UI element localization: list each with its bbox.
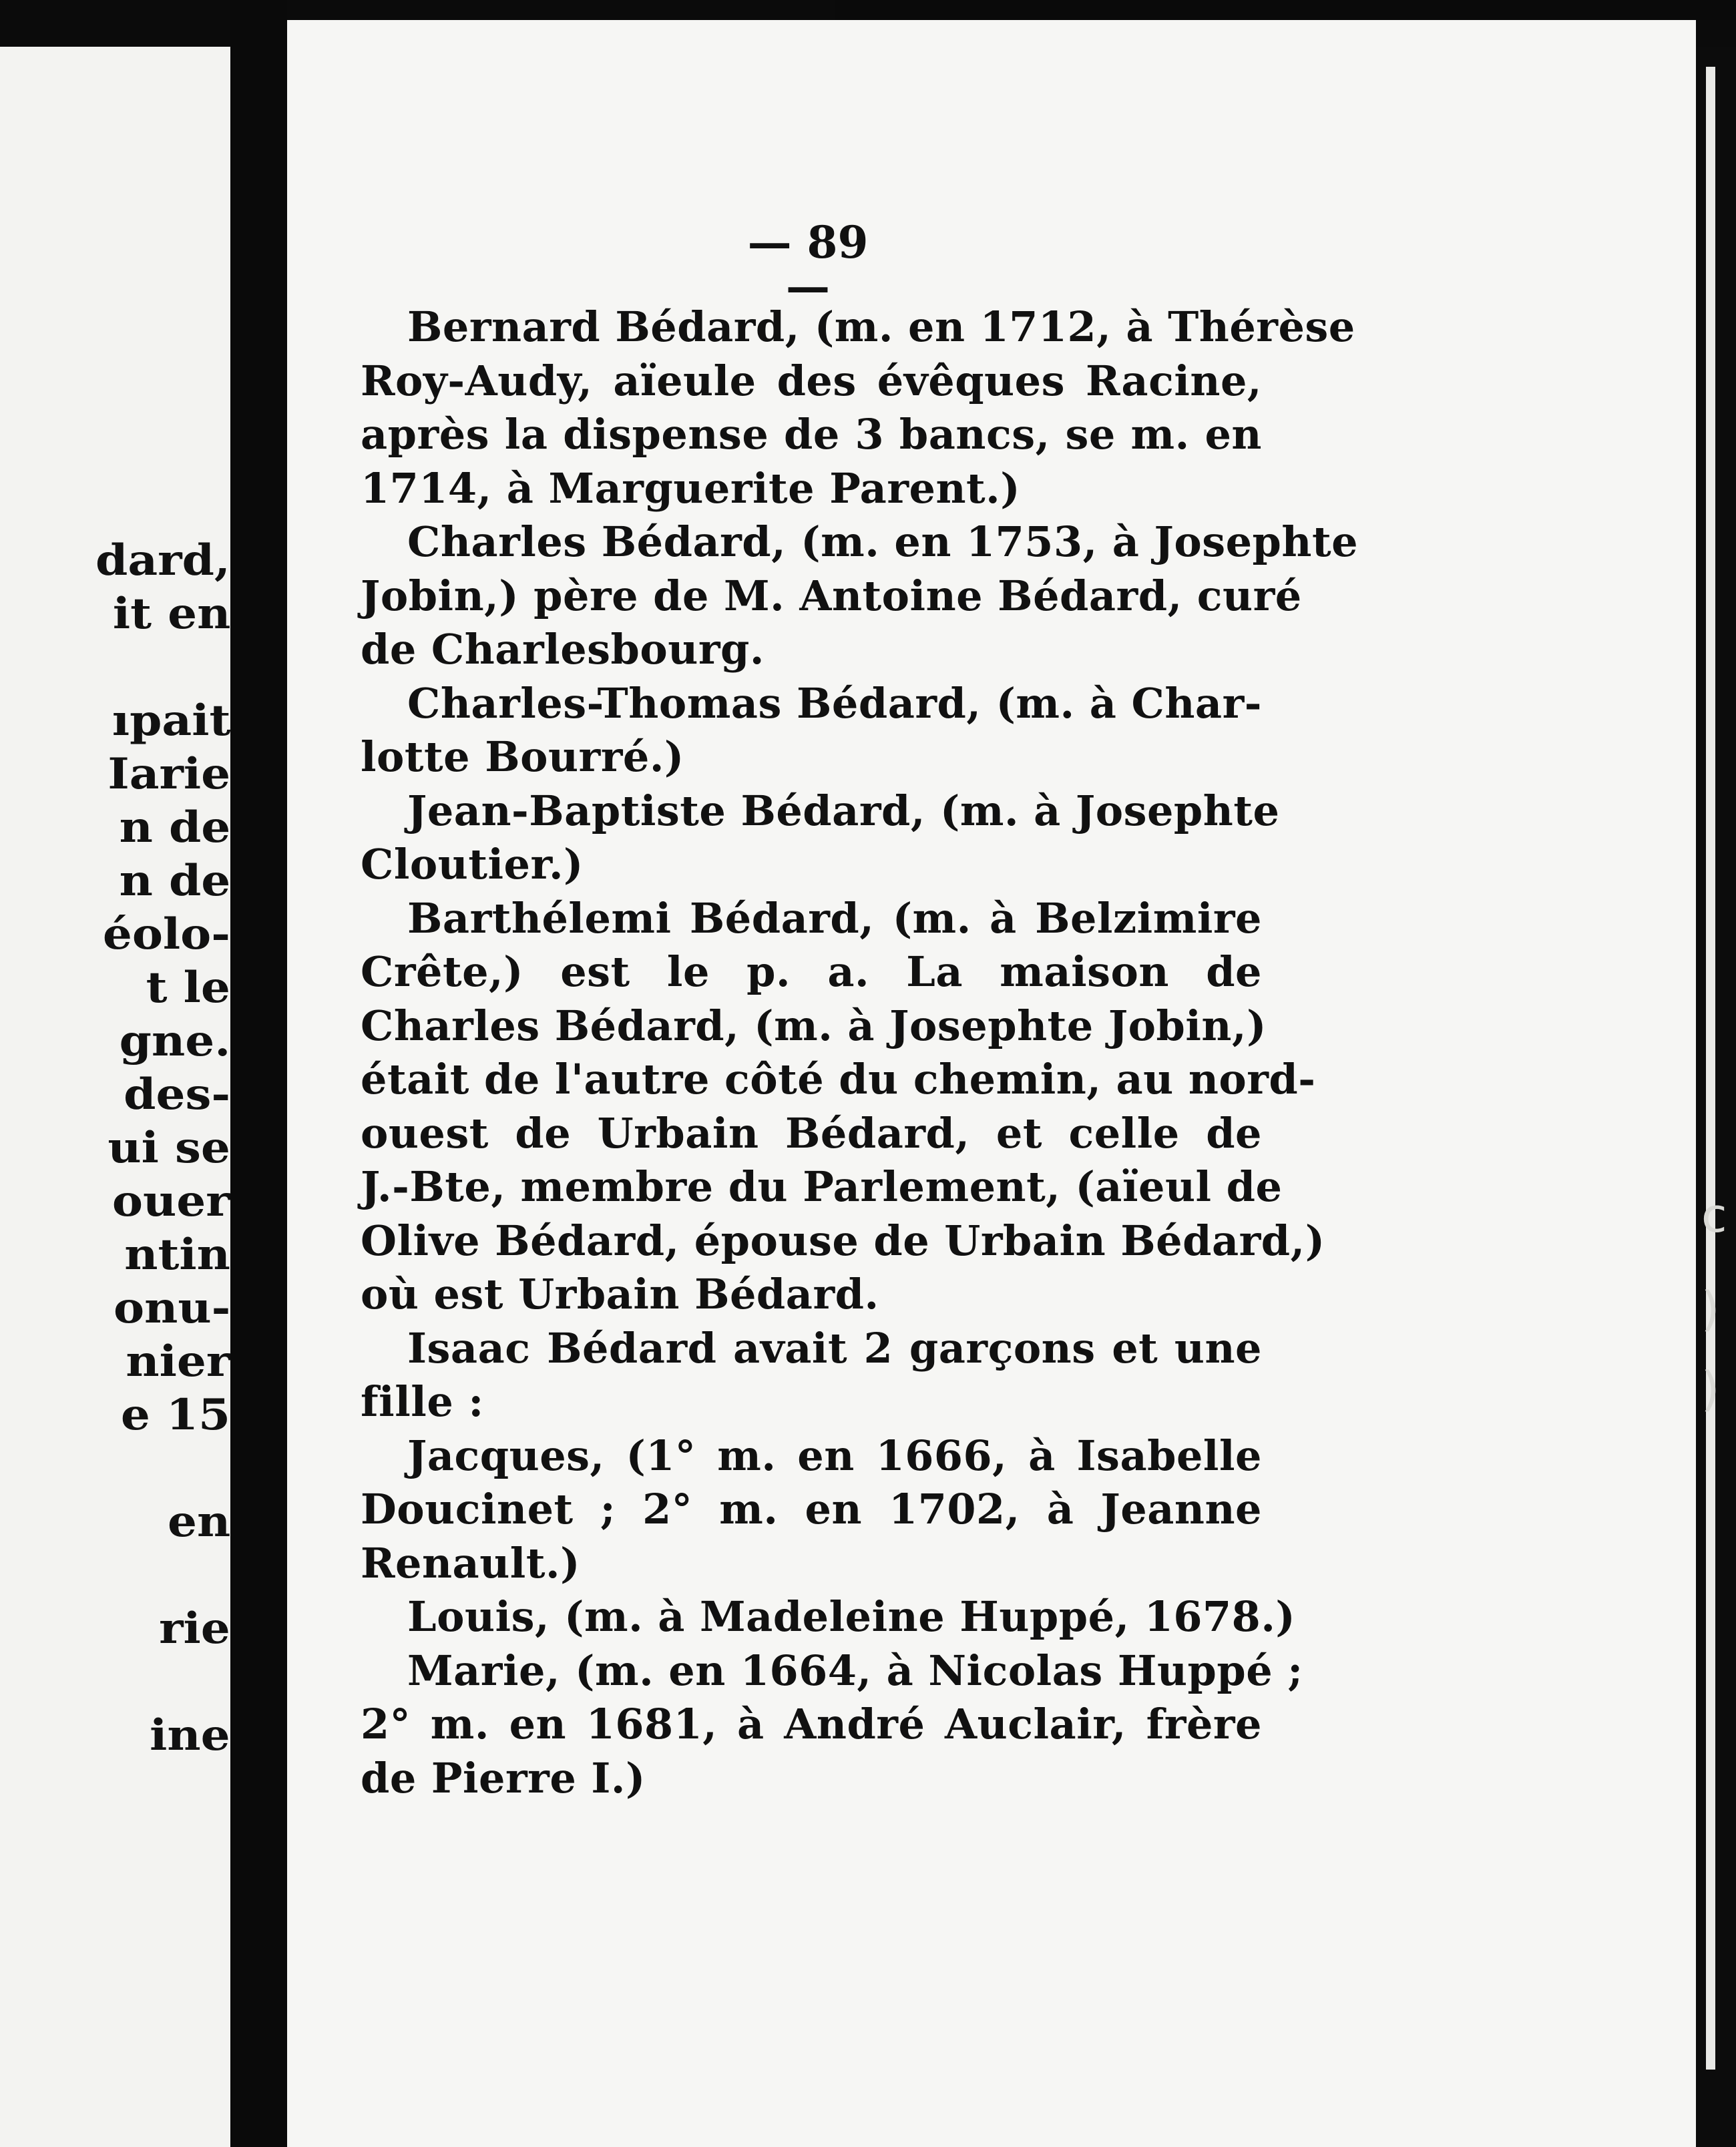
text-line: Charles Bédard, (m. à Josephte Jobin,): [361, 1001, 1267, 1050]
left-page-text: rie: [159, 1604, 230, 1654]
left-page-text: e 15: [120, 1390, 230, 1440]
text-line: Cloutier.): [361, 840, 584, 889]
left-page-text: n de: [119, 802, 230, 853]
text-line: Charles-Thomas Bédard, (m. à Char-: [407, 678, 1262, 728]
edge-mark: ): [1701, 1282, 1720, 1337]
text-line: de Charlesbourg.: [361, 625, 765, 674]
text-line: où est Urbain Bédard.: [361, 1270, 879, 1319]
left-page-text: ouer: [112, 1176, 230, 1226]
text-line: Roy-Audy, aïeule des évêques Racine,: [361, 356, 1262, 405]
text-line: J.-Bte, membre du Parlement, (aïeul de: [361, 1162, 1283, 1211]
text-line: fille :: [361, 1377, 484, 1426]
left-page-text: it en: [112, 589, 230, 639]
left-page-text: éolo-: [102, 909, 230, 959]
left-page-text: des-: [124, 1069, 230, 1120]
text-line: 1714, à Marguerite Parent.): [361, 463, 1021, 513]
left-page-text: onu-: [113, 1283, 230, 1333]
left-page-text: Iarie: [107, 749, 230, 799]
text-line: Isaac Bédard avait 2 garçons et une: [407, 1323, 1262, 1373]
text-line: de Pierre I.): [361, 1753, 646, 1803]
left-page-text: n de: [119, 856, 230, 906]
text-line: Olive Bédard, épouse de Urbain Bédard,): [361, 1216, 1325, 1265]
left-page-text: gne.: [119, 1016, 230, 1066]
page-number: — 89 —: [747, 216, 869, 312]
page-body: [361, 300, 1359, 1805]
edge-mark: ): [1701, 1362, 1720, 1417]
text-line: était de l'autre côté du chemin, au nord-: [361, 1055, 1316, 1104]
left-page-text: ine: [150, 1710, 230, 1760]
left-page-text: t le: [146, 963, 230, 1013]
left-page-text: nier: [126, 1337, 230, 1387]
left-page-text: ui se: [107, 1123, 230, 1173]
text-line: lotte Bourré.): [361, 732, 684, 781]
left-page-text: dard,: [95, 535, 230, 585]
text-line: Renault.): [361, 1538, 580, 1588]
text-line: Charles Bédard, (m. en 1753, à Josephte: [407, 517, 1359, 566]
text-line: Jobin,) père de M. Antoine Bédard, curé: [361, 571, 1302, 620]
text-line: Jacques, (1° m. en 1666, à Isabelle: [407, 1431, 1262, 1480]
text-line: Barthélemi Bédard, (m. à Belzimire: [407, 893, 1262, 943]
left-page-text: ntin: [124, 1230, 230, 1280]
text-line: Jean-Baptiste Bédard, (m. à Josephte: [407, 786, 1280, 835]
text-line: Marie, (m. en 1664, à Nicolas Huppé ;: [407, 1646, 1303, 1695]
page-edge-stripe: [1706, 67, 1715, 2070]
text-line: Doucinet ; 2° m. en 1702, à Jeanne: [361, 1485, 1262, 1533]
text-line: 2° m. en 1681, à André Auclair, frère: [361, 1700, 1262, 1748]
left-page-text: en: [167, 1497, 230, 1547]
text-line: Bernard Bédard, (m. en 1712, à Thérèse: [407, 302, 1355, 351]
left-page-text: ıpait: [112, 696, 230, 746]
book-binding-gutter: [230, 0, 287, 2147]
scan-border-top: [835, 0, 1736, 20]
left-page-fragment: [0, 47, 230, 2147]
text-line: après la dispense de 3 bancs, se m. en: [361, 410, 1262, 459]
text-line: Crête,) est le p. a. La maison de: [361, 947, 1262, 996]
text-line: Louis, (m. à Madeleine Huppé, 1678.): [407, 1592, 1296, 1641]
text-line: ouest de Urbain Bédard, et celle de: [361, 1108, 1262, 1158]
edge-mark: c: [1701, 1188, 1727, 1243]
page-edge: [1696, 47, 1736, 2147]
